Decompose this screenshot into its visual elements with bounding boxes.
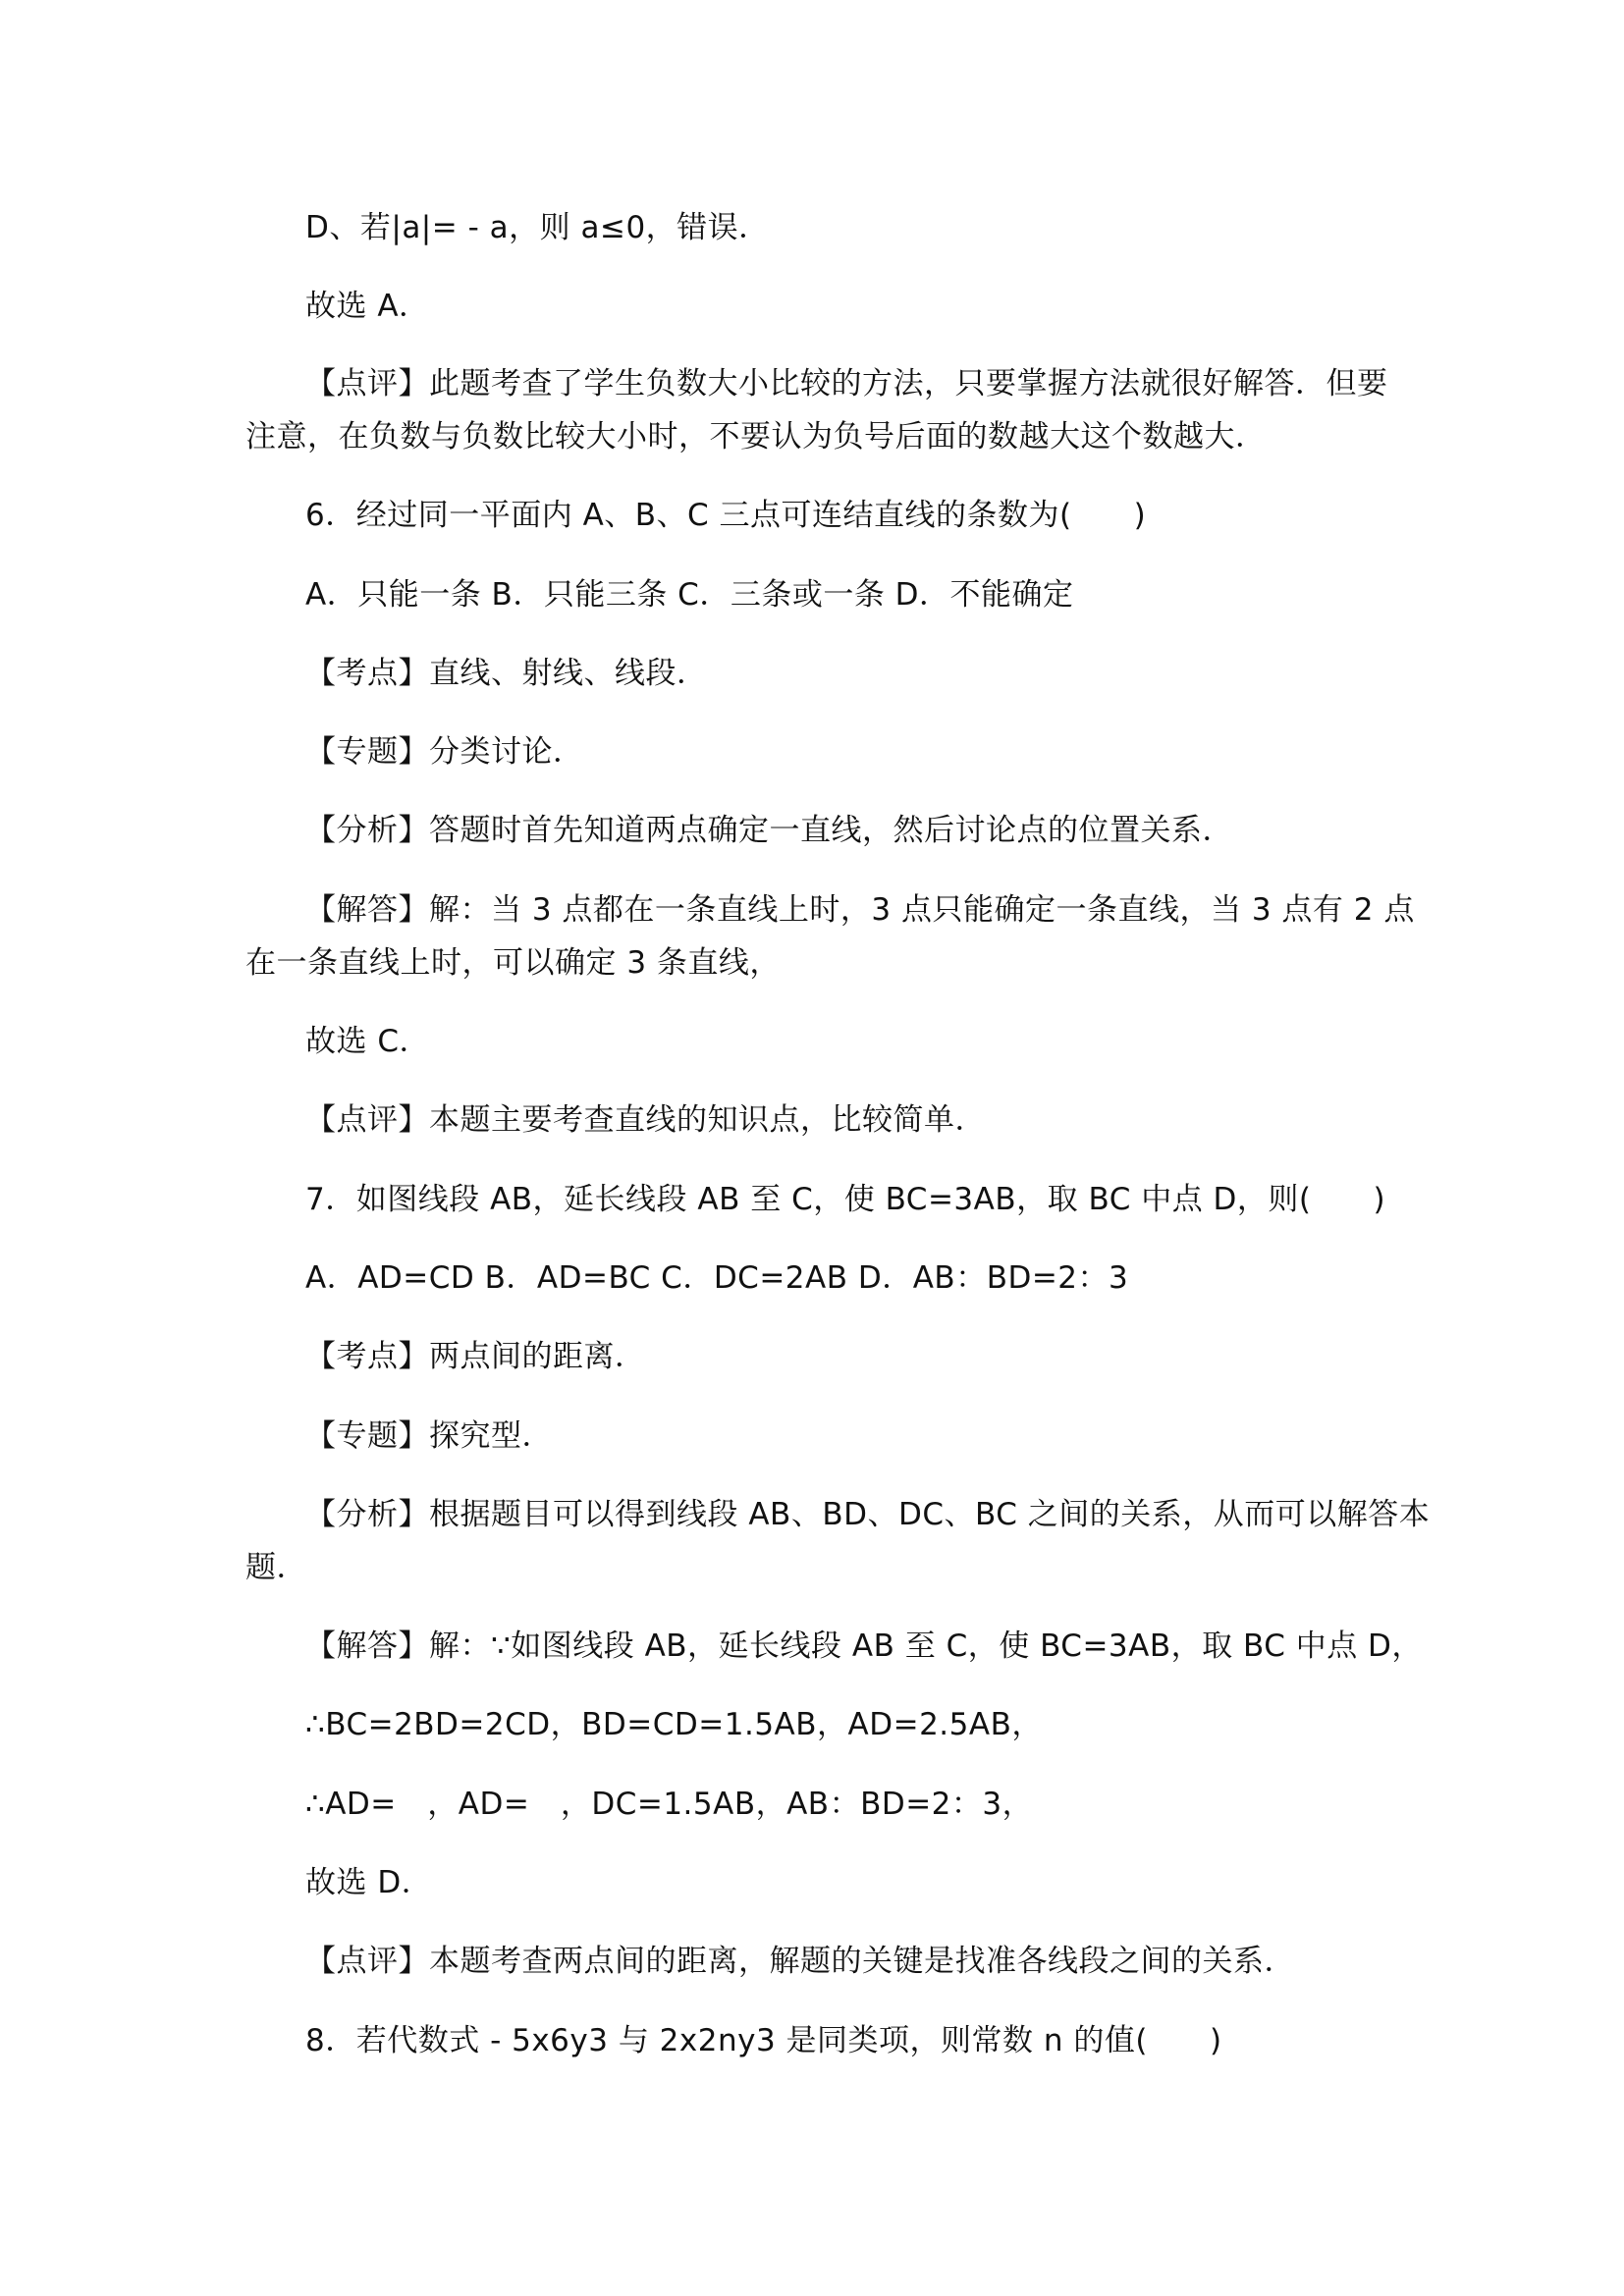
text-line: 【点评】本题主要考查直线的知识点，比较简单． <box>305 1102 986 1138</box>
text-line: 注意，在负数与负数比较大小时，不要认为负号后面的数越大这个数越大． <box>245 419 1267 454</box>
text-line: 【点评】此题考查了学生负数大小比较的方法，只要掌握方法就很好解答．但要 <box>305 366 1388 401</box>
text-line: 【专题】探究型． <box>305 1418 553 1454</box>
text-line: 【点评】本题考查两点间的距离，解题的关键是找准各线段之间的关系． <box>305 1944 1295 1979</box>
text-line: D、若|a|= - a，则 a≤0，错误． <box>305 210 770 245</box>
text-line: 题． <box>245 1550 307 1585</box>
question-6: 6．经过同一平面内 A、B、C 三点可连结直线的条数为( ) <box>305 498 1147 533</box>
text-line: 【考点】直线、射线、线段． <box>305 656 708 691</box>
question-7: 7．如图线段 AB，延长线段 AB 至 C，使 BC=3AB，取 BC 中点 D，则( ) <box>305 1182 1386 1217</box>
question-7-options: A．AD=CD B．AD=BC C．DC=2AB D．AB：BD=2：3 <box>305 1260 1129 1296</box>
question-6-options: A．只能一条 B．只能三条 C．三条或一条 D．不能确定 <box>305 577 1074 613</box>
text-line: 故选 D． <box>305 1865 433 1900</box>
text-line: 【考点】两点间的距离． <box>305 1339 646 1374</box>
text-line: 【解答】解：∵如图线段 AB，延长线段 AB 至 C，使 BC=3AB，取 BC 中点 D， <box>305 1629 1423 1664</box>
question-8: 8．若代数式 - 5x6y3 与 2x2ny3 是同类项，则常数 n 的值( ) <box>305 2023 1222 2058</box>
text-line: 在一条直线上时，可以确定 3 条直线， <box>245 945 781 981</box>
text-line: 故选 C． <box>305 1024 430 1059</box>
text-line: 【专题】分类讨论． <box>305 734 584 770</box>
text-line: 【分析】答题时首先知道两点确定一直线，然后讨论点的位置关系． <box>305 813 1233 848</box>
text-line: ∴BC=2BD=2CD，BD=CD=1.5AB，AD=2.5AB， <box>305 1707 1043 1742</box>
text-line: ∴AD= ，AD= ，DC=1.5AB，AB：BD=2：3， <box>305 1787 1034 1822</box>
text-line: 【分析】根据题目可以得到线段 AB、BD、DC、BC 之间的关系，从而可以解答本 <box>305 1497 1431 1532</box>
text-line: 故选 A． <box>305 289 430 324</box>
text-line: 【解答】解：当 3 点都在一条直线上时，3 点只能确定一条直线，当 3 点有 2 点 <box>305 892 1415 928</box>
